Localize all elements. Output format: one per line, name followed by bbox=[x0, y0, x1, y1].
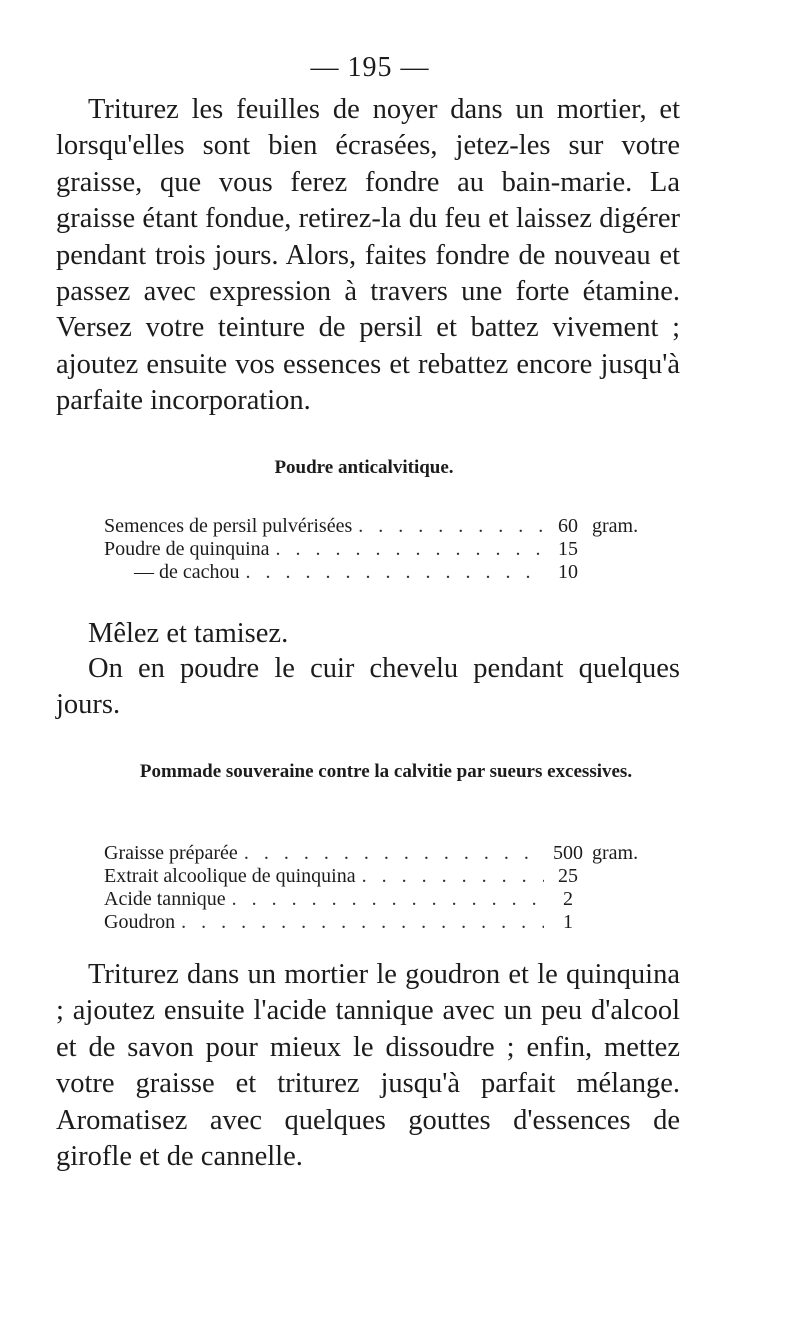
ingredient-quantity: 1 bbox=[563, 911, 573, 933]
leader-dots bbox=[238, 842, 544, 865]
leader-dots bbox=[270, 538, 544, 561]
ingredient-quantity: 25 bbox=[558, 865, 578, 887]
recipe-title-pommade: Pommade souveraine contre la calvitie par sueurs excessives. bbox=[139, 761, 633, 782]
ingredient-row bbox=[104, 865, 664, 888]
leader-dots bbox=[175, 911, 544, 934]
ingredient-name: Acide tannique bbox=[104, 888, 226, 910]
ingredient-quantity: 60 bbox=[558, 515, 578, 537]
ingredient-row bbox=[104, 538, 664, 561]
ingredient-name: Poudre de quinquina bbox=[104, 538, 270, 560]
leader-dots bbox=[352, 515, 544, 538]
ingredient-unit: gram. bbox=[592, 842, 639, 864]
ingredient-quantity: 10 bbox=[558, 561, 578, 583]
ingredient-list-pommade bbox=[104, 842, 664, 934]
ingredient-name: Graisse préparée bbox=[104, 842, 238, 864]
paragraph-walnut-preparation: Triturez les feuilles de noyer dans un mortier, et lorsqu'elles sont bien écrasées, jetez-les sur votre graisse, que vous ferez fondre au bain-marie. La graisse étant fondue, retirez-la du feu et laissez digérer pendant trois jours. Alors, faites fondre de nouveau et passez avec expression à travers une forte étamine. Versez votre teinture de persil et battez vivement ; ajoutez ensuite vos essences et rebattez encore jusqu'à parfaite incorporation. bbox=[56, 94, 680, 417]
ingredient-quantity: 15 bbox=[558, 538, 578, 560]
ingredient-name: — de cachou bbox=[134, 561, 240, 583]
ingredient-row bbox=[104, 911, 664, 934]
ingredient-quantity: 500 bbox=[553, 842, 583, 864]
ingredient-name: Extrait alcoolique de quinquina bbox=[104, 865, 356, 887]
ingredient-quantity: 2 bbox=[563, 888, 573, 910]
ingredient-row bbox=[104, 842, 664, 865]
leader-dots bbox=[240, 561, 544, 584]
instruction-apply: On en poudre le cuir chevelu pendant quelques jours. bbox=[56, 653, 680, 721]
ingredient-list-poudre bbox=[104, 515, 664, 584]
leader-dots bbox=[356, 865, 544, 888]
ingredient-name: Goudron bbox=[104, 911, 176, 933]
ingredient-row bbox=[104, 515, 664, 538]
recipe-title-poudre: Poudre anticalvitique. bbox=[274, 457, 454, 478]
ingredient-name: Semences de persil pulvérisées bbox=[104, 515, 353, 537]
ingredient-row bbox=[104, 561, 664, 584]
page-number: — 195 — bbox=[310, 52, 430, 83]
instruction-triturate: Triturez dans un mortier le goudron et le quinquina ; ajoutez ensuite l'acide tannique avec un peu d'alcool et de savon pour mieux le dissoudre ; enfin, mettez votre graisse et triturez jusqu'à parfait mélange. Aromatisez avec quelques gouttes d'essences de girofle et de cannelle. bbox=[56, 959, 680, 1173]
ingredient-row bbox=[104, 888, 664, 911]
ingredient-unit: gram. bbox=[592, 515, 639, 537]
leader-dots bbox=[226, 888, 544, 911]
instruction-mix: Mêlez et tamisez. bbox=[88, 618, 289, 649]
